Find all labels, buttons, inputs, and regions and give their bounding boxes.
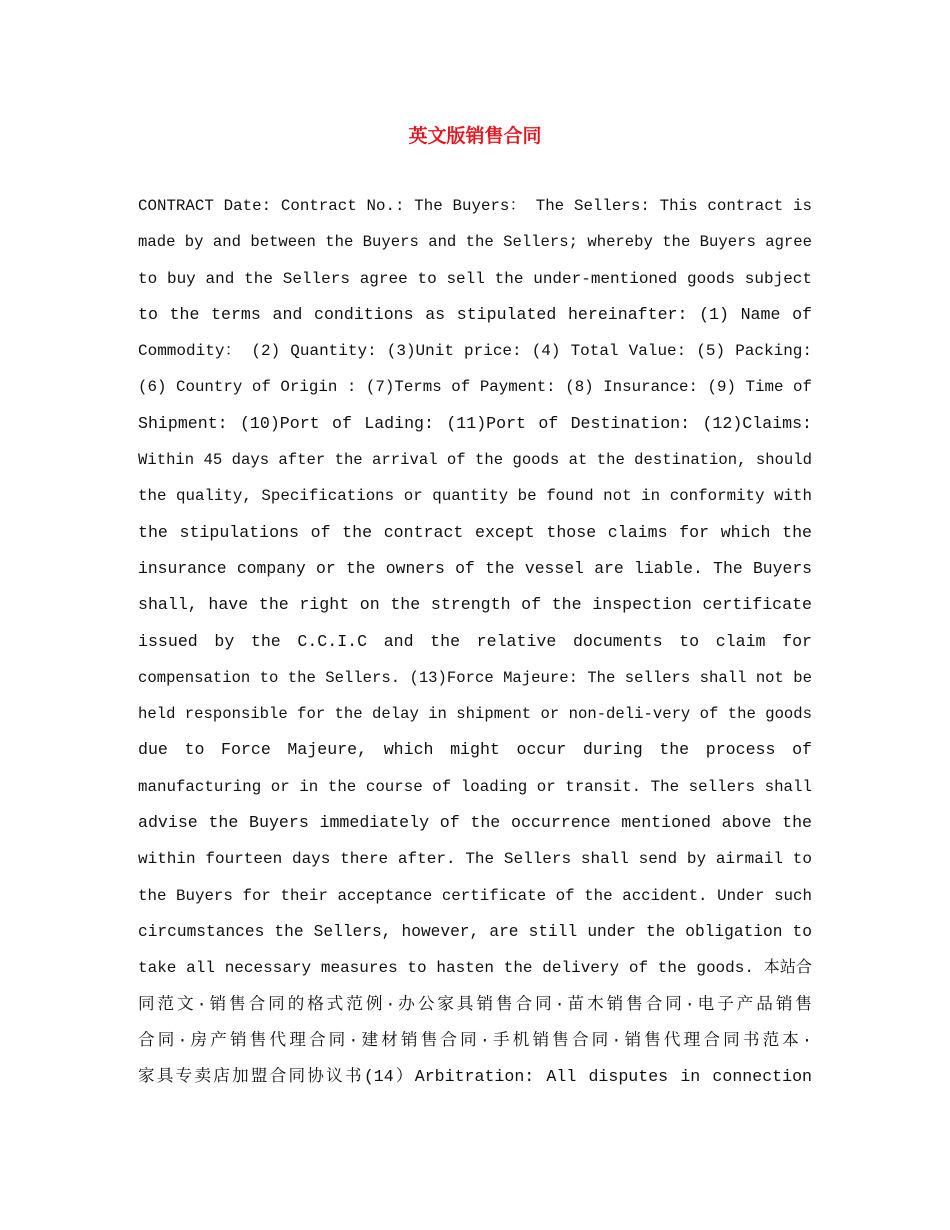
text-line: issued by the C.C.I.C and the relative documents to claim for — [138, 631, 812, 651]
text-line: 同范文·销售合同的格式范例·办公家具销售合同·苗木销售合同·电子产品销售 — [138, 994, 812, 1014]
text-line: the Buyers for their acceptance certificate of the accident. Under such — [138, 886, 812, 905]
text-line: within fourteen days there after. The Sellers shall send by airmail to — [138, 850, 812, 869]
text-line: (6) Country of Origin : (7)Terms of Payment: (8) Insurance: (9) Time of — [138, 378, 812, 397]
text-line: take all necessary measures to hasten the delivery of the goods. 本站合 — [138, 959, 812, 978]
document-title: 英文版销售合同 — [408, 125, 542, 147]
text-line: circumstances the Sellers, however, are still under the obligation to — [138, 922, 812, 941]
text-line: Commodity： (2) Quantity: (3)Unit price: (4) Total Value: (5) Packing: — [138, 342, 812, 361]
text-line: CONTRACT Date: Contract No.: The Buyers： The Sellers: This contract is — [138, 197, 812, 215]
text-line: held responsible for the delay in shipment or non-deli-very of the goods — [138, 705, 812, 724]
text-line: to buy and the Sellers agree to sell the under-mentioned goods subject — [138, 269, 812, 288]
text-line: the quality, Specifications or quantity be found not in conformity with — [138, 487, 812, 506]
text-line: made by and between the Buyers and the Sellers; whereby the Buyers agree — [138, 233, 812, 252]
text-line: compensation to the Sellers. (13)Force Majeure: The sellers shall not be — [138, 668, 812, 687]
text-line: Shipment: (10)Port of Lading: (11)Port of Destination: (12)Claims: — [138, 413, 812, 433]
contract-body — [138, 188, 812, 1095]
text-line: to the terms and conditions as stipulated hereinafter: (1) Name of — [138, 304, 812, 324]
text-line: shall, have the right on the strength of the inspection certificate — [138, 595, 812, 615]
text-line: manufacturing or in the course of loading or transit. The sellers shall — [138, 777, 812, 796]
text-line: advise the Buyers immediately of the occurrence mentioned above the — [138, 813, 812, 833]
text-line: 合同·房产销售代理合同·建材销售合同·手机销售合同·销售代理合同书范本· — [138, 1030, 812, 1050]
text-line: due to Force Majeure, which might occur during the process of — [138, 740, 812, 760]
text-line: 家具专卖店加盟合同协议书(14）Arbitration: All disputes in connection — [138, 1067, 812, 1087]
text-line: the stipulations of the contract except those claims for which the — [138, 522, 812, 542]
text-line: insurance company or the owners of the vessel are liable. The Buyers — [138, 558, 812, 578]
text-line: Within 45 days after the arrival of the goods at the destination, should — [138, 451, 812, 470]
